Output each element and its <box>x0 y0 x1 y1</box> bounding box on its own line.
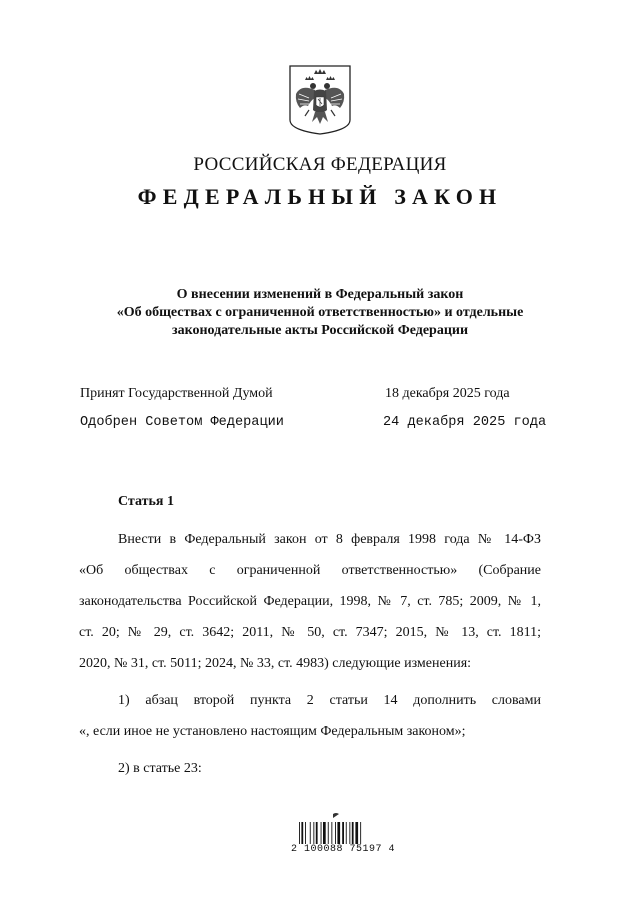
law-title-line: законодательные акты Российской Федерации <box>171 323 469 338</box>
paragraph-line: «Об обществах с ограниченной ответственностью» (Собрание <box>79 563 541 578</box>
paragraph-line: 2) в статье 23: <box>118 761 202 776</box>
council-approval-date: 24 декабря 2025 года <box>383 415 547 430</box>
council-approval-label: Одобрен Советом Федерации <box>80 415 284 430</box>
paragraph-line: «, если иное не установлено настоящим Федеральным законом»; <box>79 724 466 739</box>
article-body <box>79 524 541 784</box>
paragraph-line: 1) абзац второй пункта 2 статьи 14 дополнить словами <box>118 693 541 708</box>
paragraph-line: 2020, № 31, ст. 5011; 2024, № 33, ст. 4983) следующие изменения: <box>79 656 472 671</box>
duma-adoption-date: 18 декабря 2025 года <box>385 386 510 401</box>
law-title <box>70 286 570 340</box>
barcode-number: 2 100088 75197 4 <box>291 844 396 855</box>
coat-of-arms-icon <box>287 64 353 136</box>
paragraph-line: ст. 20; № 29, ст. 3642; 2011, № 50, ст. 7347; 2015, № 13, ст. 1811; <box>79 625 541 640</box>
duma-adoption-label: Принят Государственной Думой <box>80 386 273 401</box>
law-title-line: «Об обществах с ограниченной ответственностью» и отдельные <box>116 305 524 320</box>
paragraph-line: Внести в Федеральный закон от 8 февраля 1998 года № 14-ФЗ <box>118 532 541 547</box>
paragraph-line: законодательства Российской Федерации, 1998, № 7, ст. 785; 2009, № 1, <box>79 594 541 609</box>
document-type: ФЕДЕРАЛЬНЫЙ ЗАКОН <box>137 184 503 209</box>
country-name: РОССИЙСКАЯ ФЕДЕРАЦИЯ <box>193 154 447 175</box>
article-heading: Статья 1 <box>118 494 174 509</box>
law-title-line: О внесении изменений в Федеральный закон <box>176 287 464 302</box>
